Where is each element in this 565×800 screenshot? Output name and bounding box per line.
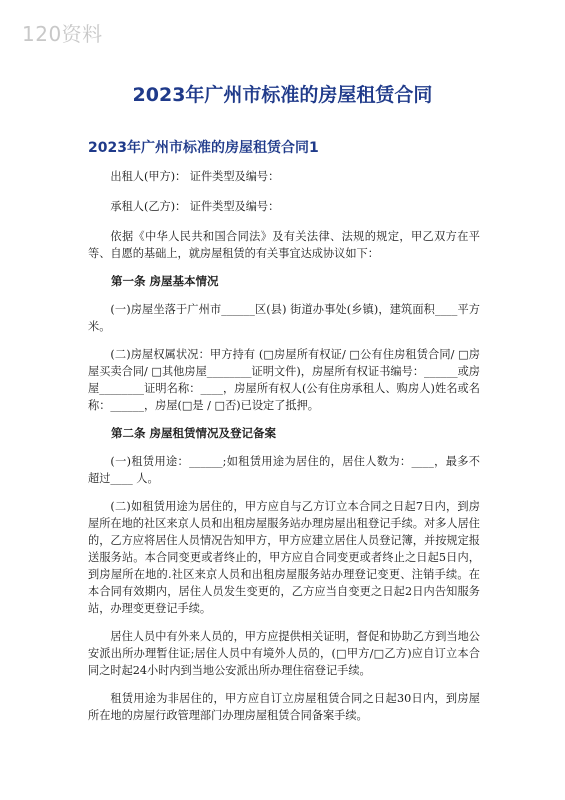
article1-paragraph-1: (一)房屋坐落于广州市______区(县) 街道办事处(乡镇)，建筑面积____平方米。 — [88, 303, 480, 333]
contract-body — [88, 168, 480, 724]
lessor-line: 出租人(甲方)： 证件类型及编号： — [110, 170, 280, 183]
article2-heading: 第二条 房屋租赁情况及登记备案 — [111, 426, 277, 440]
article2-paragraph-2: (二)如租赁用途为居住的，甲方应自与乙方订立本合同之日起7日内，到房屋所在地的社区来京人员和出租房屋服务站办理房屋出租登记手续。对多人居住的，乙方应将居住人员情况告知甲方，甲方应建立居住人员登记簿，并按规定报送服务站。本合同变更或者终止的，甲方应自合同变更或者终止之日起5日内，到房屋所在地的.社区来京人员和出租房屋服务站办理登记变更、注销手续。在本合同有效期内，居住人员发生变更的，乙方应当自变更之日起2日内告知服务站，办理变更登记手续。 — [88, 500, 480, 615]
article2-paragraph-1: (一)租赁用途：______;如租赁用途为居住的，居住人数为：____，最多不超过____ 人。 — [88, 455, 480, 485]
lessee-line: 承租人(乙方)： 证件类型及编号： — [110, 200, 280, 213]
article1-heading: 第一条 房屋基本情况 — [111, 274, 219, 288]
section-title: 2023年广州市标准的房屋租赁合同1 — [88, 140, 319, 156]
document-title: 2023年广州市标准的房屋租赁合同 — [132, 84, 433, 106]
watermark-logo-text: 120资料 — [22, 22, 103, 46]
article2-paragraph-4: 租赁用途为非居住的，甲方应自订立房屋租赁合同之日起30日内，到房屋所在地的房屋行政管理部门办理房屋租赁合同备案手续。 — [88, 692, 480, 722]
article1-paragraph-2: (二)房屋权属状况：甲方持有 (□房屋所有权证/ □公有住房租赁合同/ □房屋买卖合同/ □其他房屋________证明文件)，房屋所有权证书编号：______或房屋________证明名称：____，房屋所有权人(公有住房承租人、购房人)姓名或名称：______，房屋(□是 / □否)已设定了抵押。 — [88, 348, 480, 412]
intro-paragraph: 依据《中华人民共和国合同法》及有关法律、法规的规定，甲乙双方在平等、自愿的基础上，就房屋租赁的有关事宜达成协议如下： — [88, 230, 480, 260]
article2-paragraph-3: 居住人员中有外来人员的，甲方应提供相关证明，督促和协助乙方到当地公安派出所办理暂住证;居住人员中有境外人员的，(□甲方/□乙方)应自订立本合同之时起24小时内到当地公安派出所办理住宿登记手续。 — [88, 630, 480, 677]
